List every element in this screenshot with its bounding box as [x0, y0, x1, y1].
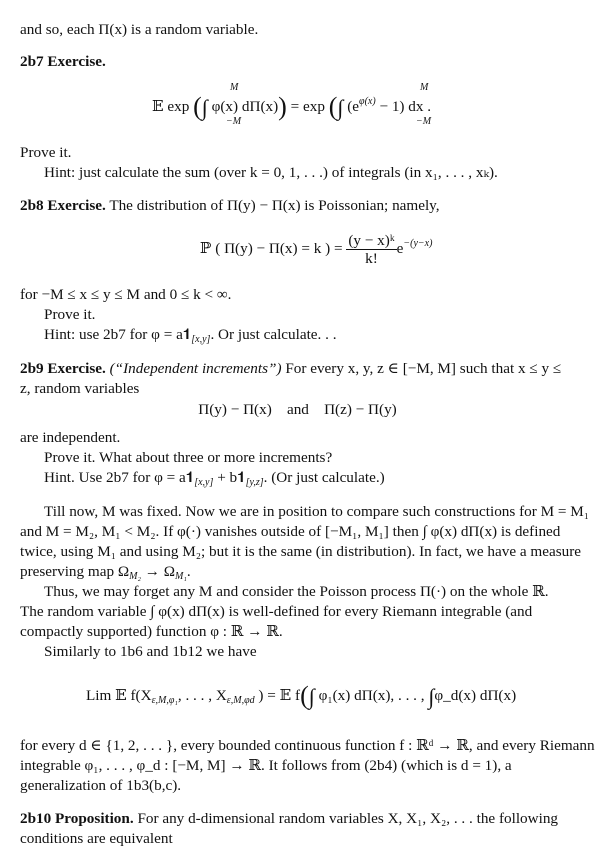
text-line: Prove it. — [20, 144, 72, 161]
eq-lhs: Lim 𝔼 f(X — [86, 687, 152, 704]
eq-mid: , . . . , X — [177, 687, 227, 704]
integral-sign: ∫ — [308, 684, 315, 709]
equation-2b8 — [200, 232, 432, 267]
subscript: [y,z] — [245, 477, 264, 488]
subscript: ε,M,φ₁ — [151, 695, 178, 706]
text-span: . Or just calculate. . . — [210, 326, 337, 343]
paren: ( — [193, 92, 202, 121]
text-line: Hint: just calculate the sum (over k = 0, 1, . . .) of integrals (in x₁, . . . , xₖ). — [44, 164, 498, 181]
integral-sign: ∫ — [201, 95, 208, 120]
text-span: For any d-dimensional random variables X, X₁, X₂, . . . the following — [137, 810, 559, 827]
text-line: z, random variables — [20, 380, 140, 397]
text-line — [44, 325, 337, 350]
text-span: . — [186, 563, 191, 580]
text-line: for every d ∈ {1, 2, . . . }, every bounded continuous function f : ℝᵈ → ℝ, and every Riemann — [20, 737, 595, 754]
eq-int: φ₁(x) dΠ(x), . . . , — [318, 687, 425, 704]
eq-lhs: 𝔼 exp — [152, 98, 190, 115]
text-line: Till now, M was fixed. Now we are in position to compare such constructions for M = M₁ — [44, 503, 590, 520]
text-line: conditions are equivalent — [20, 830, 173, 847]
eq-lhs: ℙ ( Π(y) − Π(x) = k ) = — [200, 239, 343, 257]
limit-upper: M — [230, 82, 239, 93]
text-line: The random variable ∫ φ(x) dΠ(x) is well-defined for every Riemann integrable (and — [20, 603, 533, 620]
fraction-numerator: (y − x)ᵏ — [348, 232, 395, 249]
equation-2b7 — [152, 92, 432, 121]
text-span: . (Or just calculate.) — [263, 469, 385, 486]
eq-rhs-tail: − 1) dx . — [379, 98, 432, 115]
limit-lower: −M — [226, 116, 242, 127]
text-line: integrable φ₁, . . . , φ_d : [−M, M] → ℝ. It follows from (2b4) (which is d = 1), a — [20, 757, 512, 774]
proposition-heading-2b10: 2b10 Proposition. — [20, 810, 134, 827]
text-span: (“Independent increments”) — [109, 360, 282, 377]
text-line: Prove it. — [44, 306, 96, 323]
eq-tail-sup: −(y−x) — [403, 237, 433, 249]
equation-limit — [86, 681, 517, 711]
paren: ( — [328, 92, 338, 121]
equation-2b9: Π(y) − Π(x) and Π(z) − Π(y) — [198, 401, 397, 418]
paren: ) — [278, 92, 287, 121]
text-span: Hint. Use 2b7 for φ = a𝟏 — [44, 469, 195, 486]
integral-sign: ∫ — [337, 95, 344, 120]
text-line: and M = M₂, M₁ < M₂. If φ(·) vanishes outside of [−M₁, M₁] then ∫ φ(x) dΠ(x) is defined — [20, 523, 561, 540]
exercise-2b8 — [20, 196, 440, 216]
integral-sign: ∫ — [428, 684, 435, 709]
text-span: For every x, y, z ∈ [−M, M] such that x ≤ y ≤ — [285, 360, 562, 377]
exercise-heading-2b7: 2b7 Exercise. — [20, 53, 106, 70]
exercise-heading-2b8: 2b8 Exercise. — [20, 197, 106, 214]
text-span: The distribution of Π(y) − Π(x) is Poissonian; namely, — [109, 197, 440, 214]
text-line: generalization of 1b3(b,c). — [20, 777, 182, 794]
text-span: → Ω — [140, 563, 176, 580]
eq-tail: e — [396, 239, 404, 257]
text-span: preserving map Ω — [20, 563, 130, 580]
limit-lower: −M — [416, 116, 432, 127]
text-span: + b𝟏 — [213, 469, 246, 486]
text-line: Similarly to 1b6 and 1b12 we have — [44, 643, 257, 660]
text-span: Hint: use 2b7 for φ = a𝟏 — [44, 326, 192, 343]
paren: ( — [300, 681, 309, 710]
eq-integrand: φ(x) dΠ(x) — [211, 98, 279, 115]
exercise-2b9 — [20, 359, 561, 379]
proposition-2b10 — [20, 809, 558, 829]
text-line: compactly supported) function φ : ℝ → ℝ. — [20, 623, 283, 640]
text-line: twice, using M₁ and using M₂; but it is the same (in distribution). In fact, we have a measure — [20, 543, 582, 560]
eq-rhs-sup: φ(x) — [359, 96, 376, 107]
text-line: Prove it. What about three or more increments? — [44, 449, 333, 466]
subscript: [x,y] — [194, 477, 214, 488]
subscript: [x,y] — [191, 334, 211, 345]
text-line: and so, each Π(x) is a random variable. — [20, 21, 259, 38]
subscript: M₁ — [175, 571, 187, 582]
text-line — [44, 468, 385, 493]
text-line: Thus, we may forget any M and consider the Poisson process Π(·) on the whole ℝ. — [44, 583, 549, 600]
eq-equals: ) = 𝔼 f — [258, 687, 301, 704]
eq-rhs: (e — [347, 98, 360, 115]
fraction-denominator: k! — [365, 250, 378, 267]
text-line: for −M ≤ x ≤ y ≤ M and 0 ≤ k < ∞. — [20, 286, 232, 303]
eq-int: φ_d(x) dΠ(x) — [434, 687, 517, 704]
text-line: are independent. — [20, 429, 121, 446]
eq-equals: = exp — [290, 98, 325, 115]
fraction — [346, 232, 396, 267]
subscript: M₂ — [129, 571, 141, 582]
subscript: ε,M,φd — [226, 695, 255, 706]
limit-upper: M — [420, 82, 429, 93]
exercise-heading-2b9: 2b9 Exercise. — [20, 360, 106, 377]
